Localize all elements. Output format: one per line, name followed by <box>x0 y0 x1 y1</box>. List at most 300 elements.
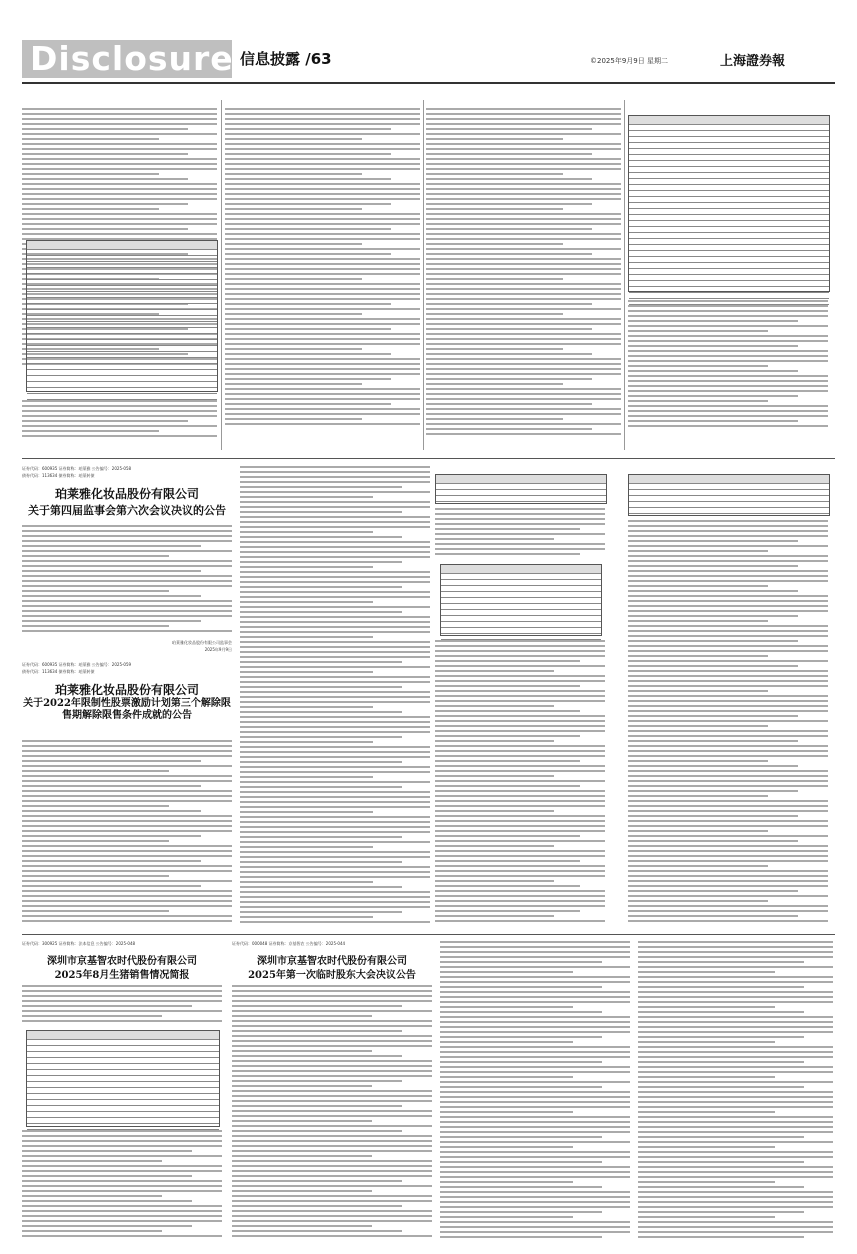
text-line <box>435 750 605 752</box>
text-line <box>240 516 430 518</box>
text-line <box>232 1170 432 1172</box>
text-line <box>22 233 217 235</box>
text-line <box>225 318 420 320</box>
text-line <box>22 1010 222 1012</box>
text-line <box>225 248 420 250</box>
text-line <box>225 423 420 425</box>
text-line <box>426 168 621 170</box>
text-line <box>435 790 605 792</box>
text-line <box>22 905 232 907</box>
text-line <box>440 1146 573 1148</box>
text-line <box>225 418 362 420</box>
text-line <box>440 1051 630 1053</box>
text-line <box>22 1185 222 1187</box>
text-line <box>435 785 580 787</box>
notice-4-title: 深圳市京基智农时代股份有限公司 <box>257 956 407 967</box>
text-line <box>435 870 605 872</box>
text-line <box>240 791 430 793</box>
text-line <box>426 408 621 410</box>
text-line <box>426 413 621 415</box>
text-line <box>435 880 554 882</box>
text-line <box>22 870 232 872</box>
text-line <box>440 1026 630 1028</box>
text-line <box>638 941 833 943</box>
notice-3-code: 证券代码：300925 证券简称：法本信息 公告编号：2025-048 <box>22 941 136 946</box>
text-line <box>440 986 602 988</box>
text-line <box>426 383 563 385</box>
text-line <box>22 625 169 627</box>
text-line <box>22 1215 222 1217</box>
text-line <box>426 123 621 125</box>
text-line <box>426 278 563 280</box>
text-line <box>225 168 420 170</box>
text-line <box>225 348 362 350</box>
text-line <box>435 820 605 822</box>
text-line <box>435 650 605 652</box>
text-line <box>435 760 580 762</box>
text-line <box>628 650 828 652</box>
text-line <box>440 1106 630 1108</box>
text-line <box>426 288 621 290</box>
text-line <box>22 795 232 797</box>
notice-4-code: 证券代码：000048 证券简称：京基智农 公告编号：2025-044 <box>232 941 346 946</box>
text-line <box>232 1220 432 1222</box>
text-line <box>435 855 605 857</box>
text-line <box>426 298 621 300</box>
text-line <box>628 885 828 887</box>
text-line <box>628 875 828 877</box>
text-line <box>240 546 430 548</box>
text-line <box>628 660 828 662</box>
text-line <box>232 1235 432 1237</box>
text-line <box>225 253 391 255</box>
text-line <box>22 555 169 557</box>
text-line <box>435 543 605 545</box>
text-line <box>435 655 605 657</box>
text-line <box>435 920 605 922</box>
text-line <box>426 303 592 305</box>
text-line <box>440 1011 602 1013</box>
text-line <box>628 320 798 322</box>
text-line <box>232 1015 372 1017</box>
text-line <box>440 1126 630 1128</box>
text-line <box>240 871 430 873</box>
text-line <box>435 830 605 832</box>
text-line <box>22 1140 222 1142</box>
text-line <box>628 365 768 367</box>
text-line <box>426 183 621 185</box>
text-line <box>628 695 828 697</box>
text-line <box>426 338 621 340</box>
text-line <box>435 715 605 717</box>
text-line <box>22 755 232 757</box>
newspaper-name: 上海證券報 <box>720 54 786 69</box>
text-line <box>240 611 402 613</box>
text-line <box>22 600 232 602</box>
text-line <box>426 418 563 420</box>
text-line <box>240 586 402 588</box>
text-line <box>240 796 430 798</box>
text-line <box>240 811 373 813</box>
text-line <box>22 148 217 150</box>
text-line <box>638 1116 833 1118</box>
text-line <box>628 335 828 337</box>
text-line <box>22 545 201 547</box>
text-line <box>22 183 217 185</box>
text-line <box>232 1195 432 1197</box>
text-line <box>22 168 217 170</box>
text-line <box>22 775 232 777</box>
text-line <box>628 755 828 757</box>
top-col-4-table <box>628 115 830 292</box>
text-line <box>435 665 605 667</box>
notice-2-title: 珀莱雅化妆品股份有限公司 <box>54 683 199 697</box>
text-line <box>240 481 430 483</box>
text-line <box>435 875 605 877</box>
text-line <box>426 163 621 165</box>
text-line <box>240 701 430 703</box>
text-line <box>440 1181 573 1183</box>
text-line <box>225 133 420 135</box>
text-line <box>22 740 232 742</box>
text-line <box>225 203 391 205</box>
text-line <box>440 1226 630 1228</box>
text-line <box>225 398 420 400</box>
text-line <box>225 323 420 325</box>
text-line <box>440 1121 630 1123</box>
text-line <box>240 671 373 673</box>
text-line <box>638 1086 804 1088</box>
text-line <box>22 400 217 402</box>
text-line <box>240 491 430 493</box>
text-line <box>628 360 828 362</box>
text-line <box>440 1216 573 1218</box>
notice-1-body <box>22 525 232 635</box>
disclosure-logo: Disclosure <box>22 40 232 78</box>
text-line <box>225 293 420 295</box>
text-line <box>628 635 828 637</box>
text-line <box>628 665 798 667</box>
text-line <box>426 358 621 360</box>
text-line <box>240 731 430 733</box>
text-line <box>426 283 621 285</box>
text-line <box>426 348 563 350</box>
text-line <box>440 1066 630 1068</box>
text-line <box>426 153 592 155</box>
text-line <box>240 581 430 583</box>
text-line <box>22 530 232 532</box>
text-line <box>638 1166 833 1168</box>
text-line <box>628 345 798 347</box>
text-line <box>232 1030 402 1032</box>
text-line <box>22 910 169 912</box>
text-line <box>628 805 828 807</box>
text-line <box>240 696 430 698</box>
text-line <box>22 535 232 537</box>
text-line <box>225 108 420 110</box>
masthead <box>0 0 857 90</box>
text-line <box>440 1166 630 1168</box>
notice-2-subtitle: 关于2022年限制性股票激励计划第三个解除限售期解除限售条件成就的公告 <box>23 698 231 721</box>
text-line <box>426 253 592 255</box>
text-line <box>22 995 222 997</box>
text-line <box>628 900 768 902</box>
text-line <box>628 575 828 577</box>
text-line <box>240 831 430 833</box>
text-line <box>628 645 828 647</box>
text-line <box>435 865 605 867</box>
notice-1-title: 珀莱雅化妆品股份有限公司 <box>54 487 199 501</box>
text-line <box>232 985 432 987</box>
text-line <box>426 433 621 435</box>
text-line <box>435 548 605 550</box>
text-line <box>22 560 232 562</box>
notice-1-code2: 债券代码：113634 债券简称：珀莱转债 <box>22 473 95 478</box>
text-line <box>22 203 188 205</box>
text-line <box>232 1180 402 1182</box>
text-line <box>638 1091 833 1093</box>
text-line <box>232 1100 432 1102</box>
text-line <box>22 1130 222 1132</box>
text-line <box>22 405 217 407</box>
text-line <box>22 435 217 437</box>
text-line <box>628 830 768 832</box>
notice-2-table-2 <box>440 564 602 636</box>
text-line <box>628 535 828 537</box>
column-rule-3 <box>624 100 625 450</box>
text-line <box>435 915 554 917</box>
text-line <box>440 1081 630 1083</box>
text-line <box>240 536 402 538</box>
text-line <box>225 388 420 390</box>
text-line <box>232 1120 372 1122</box>
text-line <box>22 1175 192 1177</box>
text-line <box>435 705 554 707</box>
text-line <box>440 991 630 993</box>
text-line <box>240 641 430 643</box>
notice-2-body-c <box>435 508 605 558</box>
text-line <box>240 566 373 568</box>
text-line <box>240 551 430 553</box>
text-line <box>240 836 402 838</box>
text-line <box>22 108 217 110</box>
text-line <box>638 1106 833 1108</box>
text-line <box>435 508 605 510</box>
text-line <box>22 430 159 432</box>
text-line <box>426 128 592 130</box>
text-line <box>426 173 563 175</box>
text-line <box>628 415 828 417</box>
text-line <box>240 676 430 678</box>
text-line <box>628 325 828 327</box>
text-line <box>638 1131 833 1133</box>
text-line <box>22 770 169 772</box>
text-line <box>426 118 621 120</box>
text-line <box>22 1180 222 1182</box>
text-line <box>22 1165 222 1167</box>
text-line <box>628 590 798 592</box>
text-line <box>240 466 430 468</box>
text-line <box>426 368 621 370</box>
text-line <box>628 300 828 302</box>
top-col-4 <box>628 300 828 430</box>
text-line <box>240 711 402 713</box>
text-line <box>628 870 828 872</box>
text-line <box>225 213 420 215</box>
text-line <box>426 263 621 265</box>
text-line <box>628 735 828 737</box>
text-line <box>232 990 432 992</box>
text-line <box>22 1190 222 1192</box>
text-line <box>628 750 828 752</box>
text-line <box>628 595 828 597</box>
text-line <box>426 398 621 400</box>
text-line <box>240 631 430 633</box>
text-line <box>22 990 222 992</box>
text-line <box>435 710 580 712</box>
text-line <box>240 746 430 748</box>
notice-1-subtitle: 关于第四届监事会第六次会议决议的公告 <box>28 504 226 517</box>
text-line <box>435 765 605 767</box>
text-line <box>22 810 201 812</box>
text-line <box>240 921 430 923</box>
text-line <box>628 815 798 817</box>
text-line <box>240 636 373 638</box>
text-line <box>440 1056 630 1058</box>
text-line <box>435 553 580 555</box>
text-line <box>240 576 430 578</box>
text-line <box>240 626 430 628</box>
notice-2-code2: 债券代码：113634 债券简称：珀莱转债 <box>22 669 95 674</box>
table-header <box>629 116 829 125</box>
table-row <box>629 508 829 514</box>
text-line <box>440 956 630 958</box>
text-line <box>240 756 430 758</box>
text-line <box>240 736 402 738</box>
text-line <box>232 1135 432 1137</box>
text-line <box>440 1041 573 1043</box>
text-line <box>638 1221 833 1223</box>
text-line <box>22 218 217 220</box>
text-line <box>225 218 420 220</box>
text-line <box>22 575 232 577</box>
text-line <box>628 820 828 822</box>
text-line <box>440 1036 602 1038</box>
text-line <box>638 1061 804 1063</box>
text-line <box>240 821 430 823</box>
text-line <box>426 213 621 215</box>
text-line <box>225 163 420 165</box>
text-line <box>440 1061 602 1063</box>
text-line <box>440 1086 602 1088</box>
text-line <box>240 861 402 863</box>
text-line <box>628 405 828 407</box>
text-line <box>435 538 554 540</box>
text-line <box>426 343 621 345</box>
text-line <box>240 826 430 828</box>
text-line <box>22 188 217 190</box>
text-line <box>22 570 201 572</box>
text-line <box>232 1185 432 1187</box>
text-line <box>440 1001 630 1003</box>
text-line <box>232 1105 402 1107</box>
text-line <box>440 1201 630 1203</box>
text-line <box>232 1010 432 1012</box>
text-line <box>225 188 420 190</box>
text-line <box>638 1026 833 1028</box>
text-line <box>240 906 430 908</box>
text-line <box>628 600 828 602</box>
text-line <box>440 1096 630 1098</box>
table-row <box>436 496 606 502</box>
text-line <box>440 1141 630 1143</box>
text-line <box>225 353 391 355</box>
text-line <box>638 1211 804 1213</box>
text-line <box>638 946 833 948</box>
text-line <box>225 153 391 155</box>
text-line <box>232 1125 432 1127</box>
text-line <box>22 835 201 837</box>
text-line <box>22 1150 192 1152</box>
text-line <box>638 1021 833 1023</box>
text-line <box>628 760 768 762</box>
text-line <box>225 333 420 335</box>
text-line <box>240 841 430 843</box>
text-line <box>232 1055 402 1057</box>
text-line <box>232 1075 432 1077</box>
text-line <box>628 865 768 867</box>
text-line <box>22 420 188 422</box>
text-line <box>232 1165 432 1167</box>
text-line <box>435 755 605 757</box>
text-line <box>628 720 828 722</box>
text-line <box>435 770 605 772</box>
text-line <box>240 776 373 778</box>
text-line <box>232 1155 372 1157</box>
text-line <box>638 1031 833 1033</box>
text-line <box>240 786 402 788</box>
text-line <box>240 706 373 708</box>
text-line <box>628 800 828 802</box>
text-line <box>628 620 768 622</box>
text-line <box>426 353 592 355</box>
text-line <box>628 330 768 332</box>
text-line <box>628 390 828 392</box>
text-line <box>22 615 232 617</box>
text-line <box>22 900 232 902</box>
text-line <box>22 815 232 817</box>
text-line <box>240 486 402 488</box>
text-line <box>22 985 222 987</box>
text-line <box>440 1156 630 1158</box>
text-line <box>225 258 420 260</box>
text-line <box>435 670 554 672</box>
band-separator-2 <box>22 934 835 935</box>
text-line <box>435 735 580 737</box>
text-line <box>240 761 402 763</box>
text-line <box>440 1006 573 1008</box>
text-line <box>426 148 621 150</box>
text-line <box>240 721 430 723</box>
text-line <box>232 1035 432 1037</box>
text-line <box>225 408 420 410</box>
text-line <box>638 1096 833 1098</box>
text-line <box>225 223 420 225</box>
text-line <box>225 193 420 195</box>
text-line <box>638 956 833 958</box>
text-line <box>22 590 169 592</box>
text-line <box>232 1230 402 1232</box>
